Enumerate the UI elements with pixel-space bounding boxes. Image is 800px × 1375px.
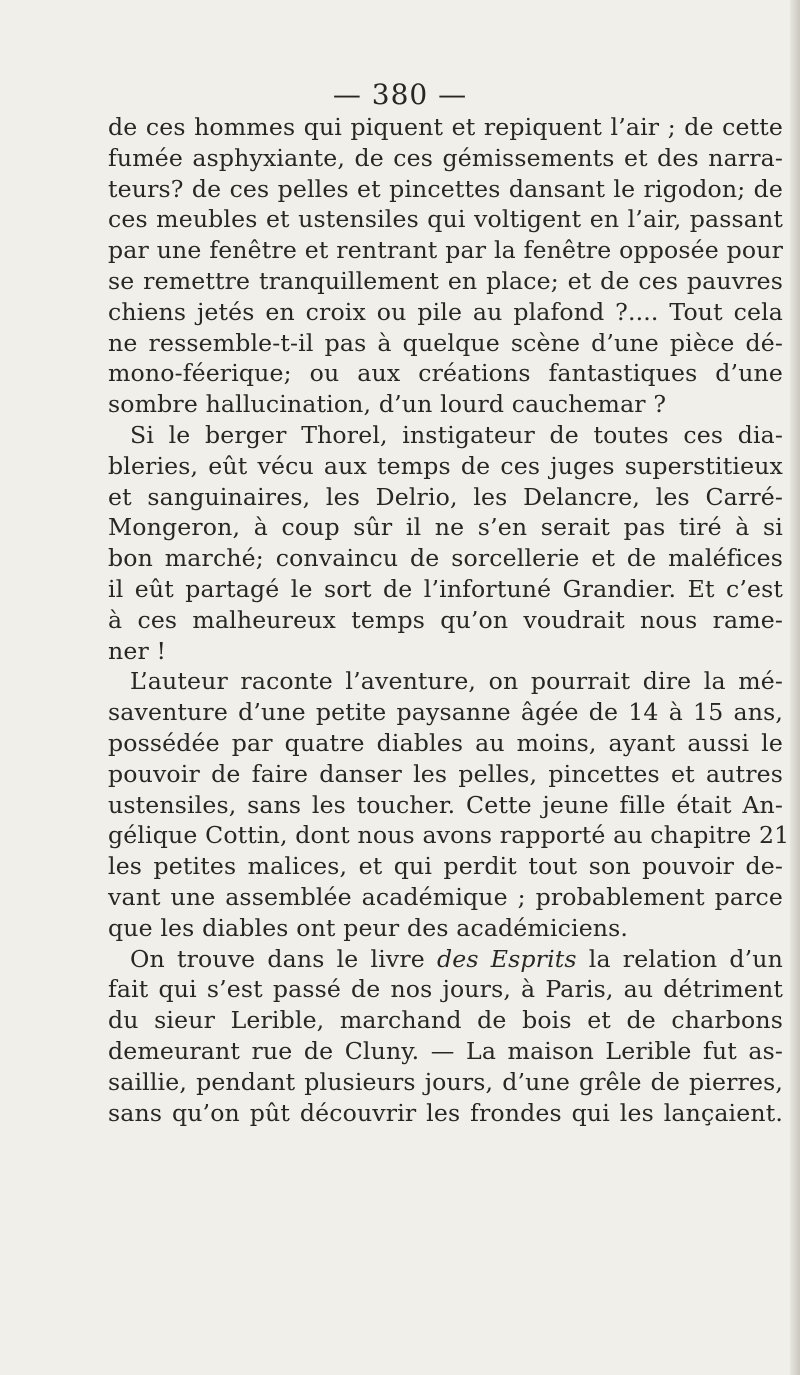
text-line: demeurant rue de Cluny. — La maison Lerible fut as-: [108, 1036, 783, 1065]
text-line: et sanguinaires, les Delrio, les Delancre, les Carré-: [108, 482, 783, 511]
text-line: chiens jetés en croix ou pile au plafond ?.... Tout cela: [108, 297, 783, 326]
text-line: vant une assemblée académique ; probablement parce: [108, 882, 783, 911]
text-line: de ces hommes qui piquent et repiquent l’air ; de cette: [108, 113, 783, 141]
text-line: possédée par quatre diables au moins, ayant aussi le: [108, 728, 783, 757]
text-line: sombre hallucination, d’un lourd cauchemar ?: [108, 390, 667, 419]
text-line: Si le berger Thorel, instigateur de toutes ces dia-: [130, 420, 783, 449]
text-line: ne ressemble-t-il pas à quelque scène d’une pièce dé-: [108, 328, 783, 357]
text-line: sans qu’on pût découvrir les frondes qui les lançaient.: [108, 1098, 783, 1127]
text-line: mono-féerique; ou aux créations fantastiques d’une: [108, 359, 783, 388]
text-line: teurs? de ces pelles et pincettes dansant le rigodon; de: [108, 174, 783, 203]
text-line: Mongeron, à coup sûr il ne s’en serait pas tiré à si: [108, 513, 783, 542]
page-edge-shadow: [790, 0, 800, 1375]
text-line: fumée asphyxiante, de ces gémissements et des narra-: [108, 143, 783, 172]
text-line: ner !: [108, 636, 167, 665]
book-title: des Esprits: [437, 944, 577, 973]
text-line: ces meubles et ustensiles qui voltigent en l’air, passant: [108, 205, 783, 234]
text-segment: On trouve dans le livre: [130, 944, 425, 973]
page-number: — 380 —: [332, 78, 468, 111]
text-line: que les diables ont peur des académiciens.: [108, 913, 629, 942]
text-line: les petites malices, et qui perdit tout son pouvoir de-: [108, 852, 783, 881]
text-line: se remettre tranquillement en place; et de ces pauvres: [108, 266, 783, 295]
text-line: bon marché; convaincu de sorcellerie et de maléfices: [108, 544, 783, 573]
text-line: fait qui s’est passé de nos jours, à Paris, au détriment: [108, 975, 783, 1004]
text-line: ustensiles, sans les toucher. Cette jeune fille était An-: [108, 790, 783, 819]
text-line: saventure d’une petite paysanne âgée de 14 à 15 ans,: [108, 698, 783, 727]
text-line: bleries, eût vécu aux temps de ces juges superstitieux: [108, 451, 783, 480]
text-line: à ces malheureux temps qu’on voudrait nous rame-: [108, 605, 783, 634]
body-text: [108, 112, 790, 1128]
text-line: saillie, pendant plusieurs jours, d’une grêle de pierres,: [108, 1067, 783, 1096]
text-segment: la relation d’un: [588, 944, 783, 973]
text-line: L’auteur raconte l’aventure, on pourrait dire la mé-: [130, 667, 783, 696]
text-line: gélique Cottin, dont nous avons rapporté au chapitre 21: [108, 821, 790, 850]
text-line: [108, 944, 783, 975]
text-line: pouvoir de faire danser les pelles, pincettes et autres: [108, 759, 783, 788]
text-line: il eût partagé le sort de l’infortuné Grandier. Et c’est: [108, 574, 783, 603]
text-line: par une fenêtre et rentrant par la fenêtre opposée pour: [108, 236, 783, 265]
text-line: du sieur Lerible, marchand de bois et de charbons: [108, 1006, 783, 1035]
